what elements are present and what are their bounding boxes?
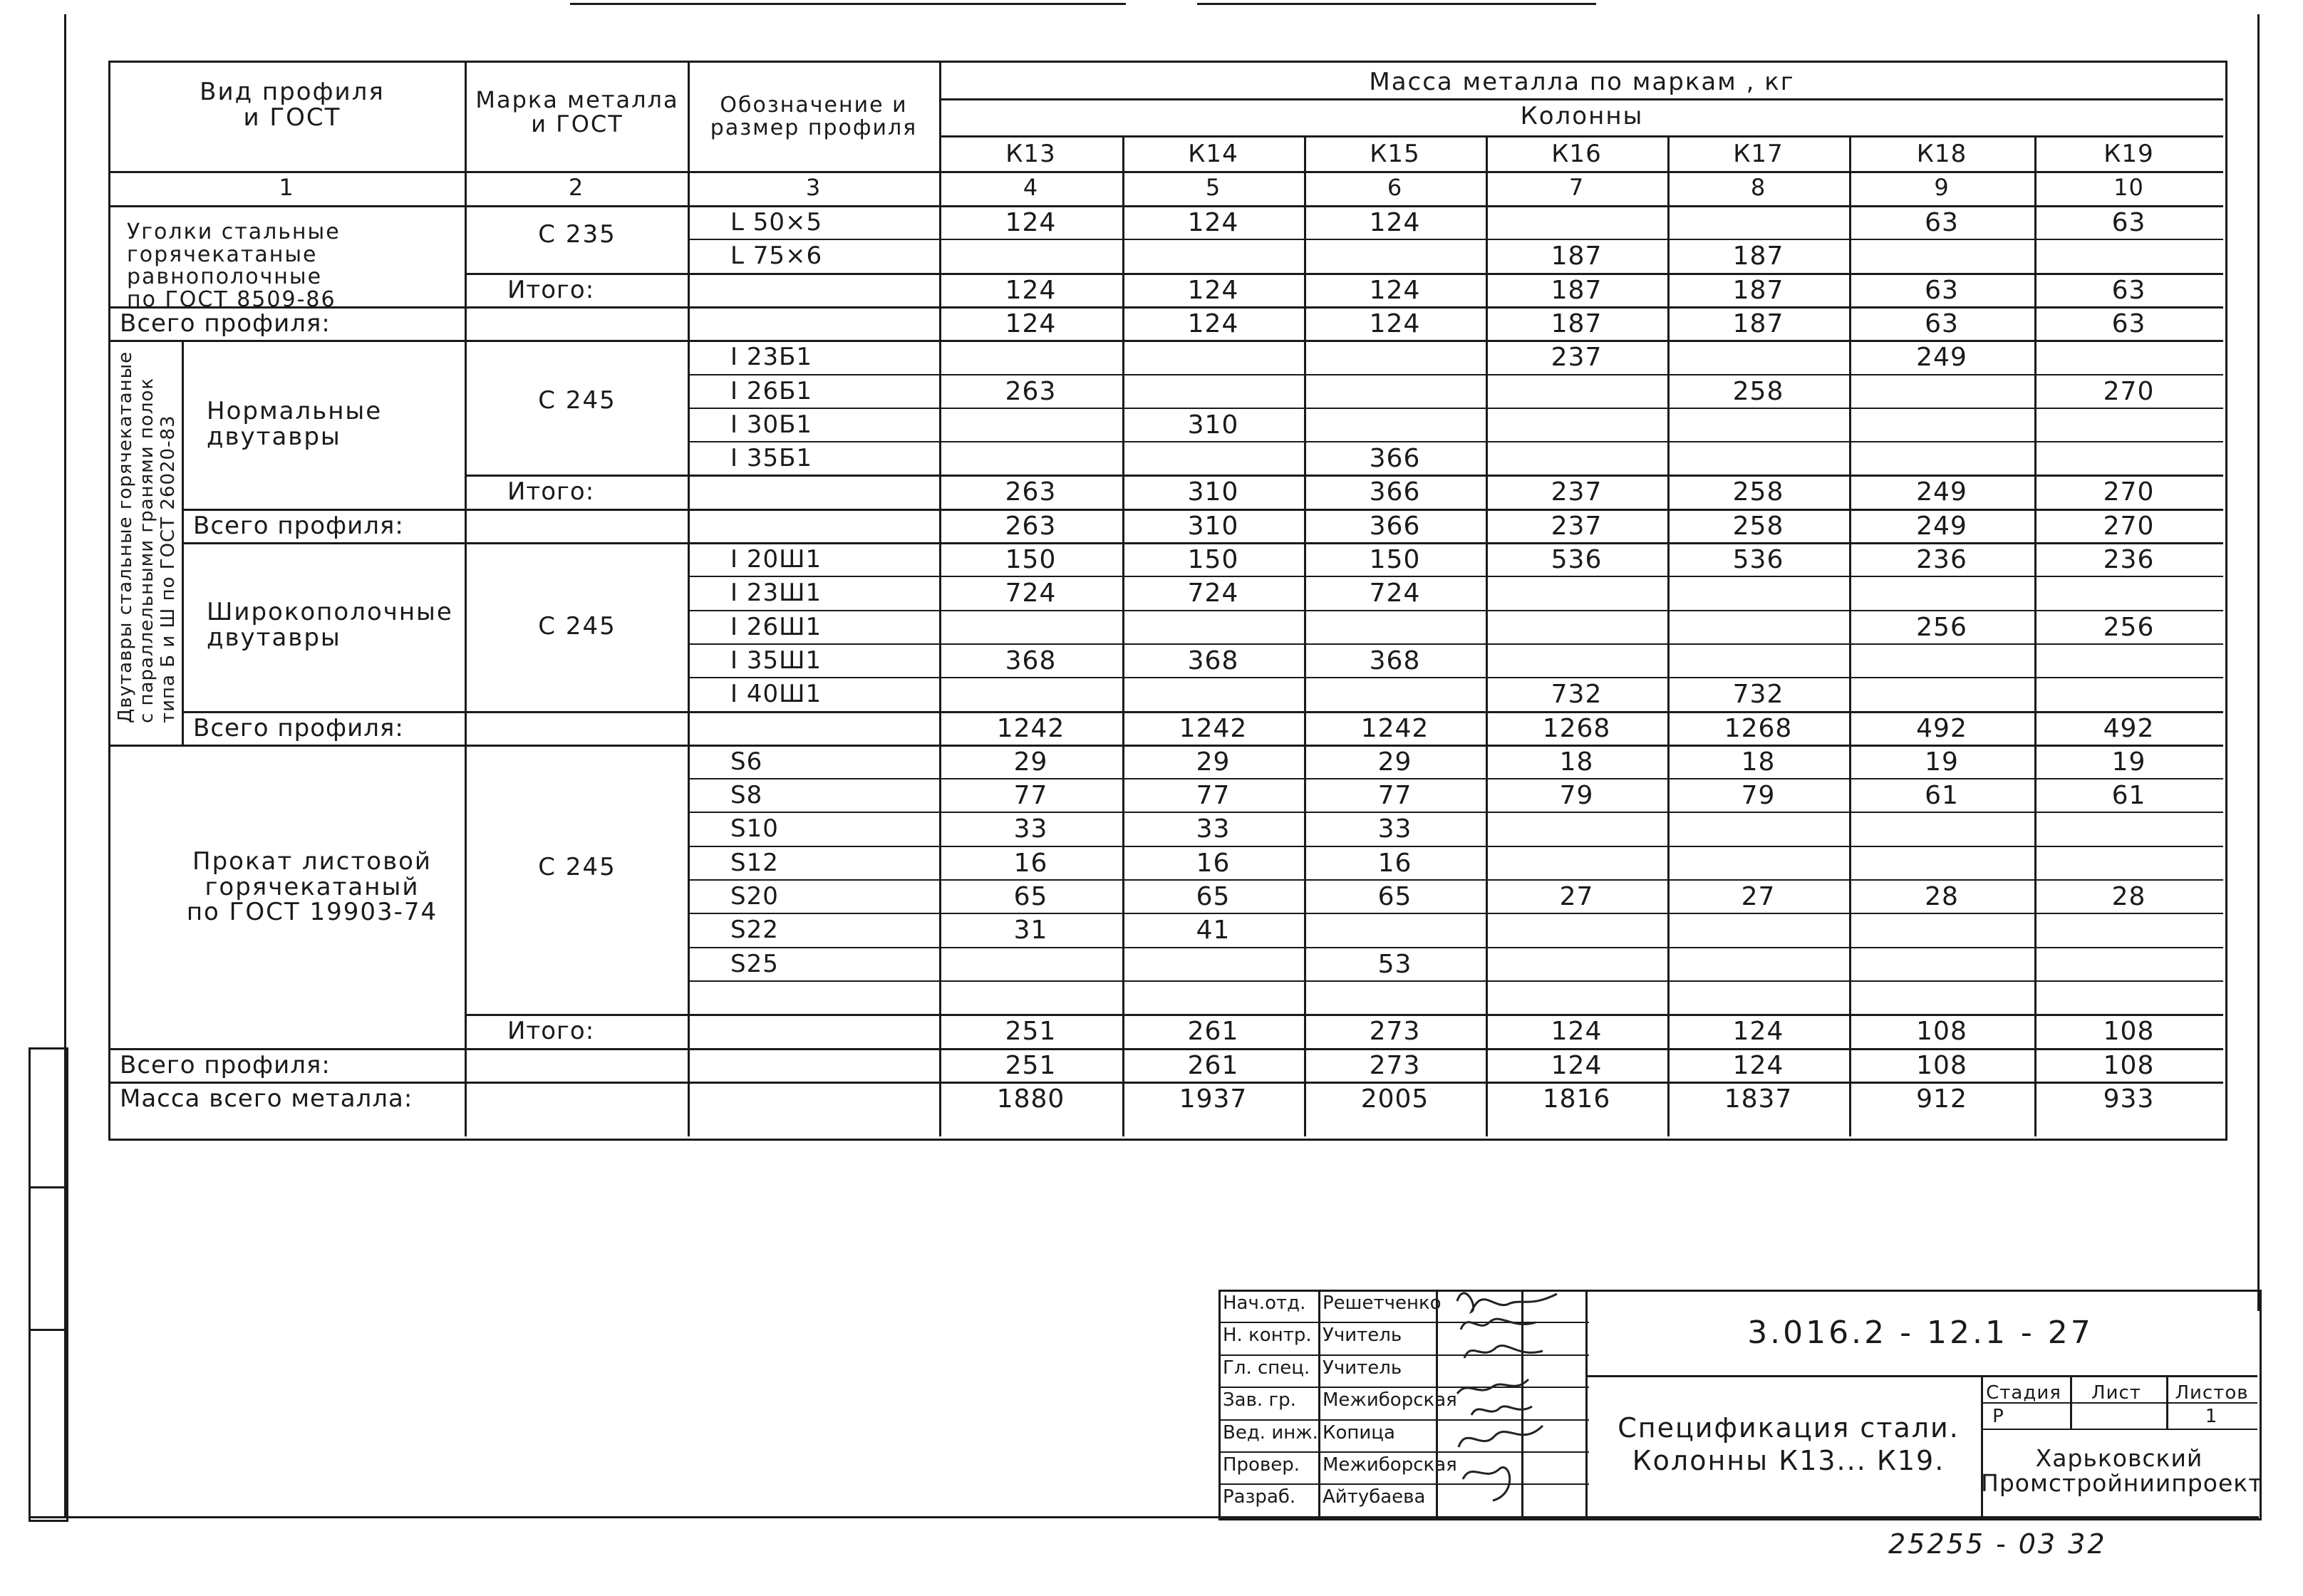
mass-value-cell: 108	[1916, 1050, 1967, 1080]
mass-value-cell: 368	[1369, 646, 1421, 675]
table-rule	[688, 947, 2223, 948]
total-profile-label: Всего профиля:	[120, 309, 331, 338]
mass-value-cell: 261	[1187, 1050, 1239, 1080]
mass-value-cell: 249	[1916, 511, 1967, 541]
stamp-person-name: Решетченко	[1323, 1292, 1442, 1314]
profile-size-cell: S25	[730, 949, 779, 978]
mass-value-cell: 187	[1732, 309, 1784, 338]
mass-value-cell: 1268	[1724, 713, 1793, 743]
group-normal-name: Нормальные двутавры	[207, 397, 383, 451]
table-rule	[182, 711, 2223, 713]
mass-value-cell: 492	[2103, 713, 2155, 743]
stamp-role: Гл. спец.	[1223, 1357, 1310, 1379]
group-angles-name: Уголки стальные горячекатаные равнополочные по ГОСТ 8509-86	[127, 219, 341, 312]
table-rule	[688, 812, 2223, 813]
header-mass-title: Масса металла по маркам , кг	[1369, 68, 1795, 96]
profile-size-cell: S8	[730, 781, 763, 810]
column-number-cell: 2	[568, 174, 584, 201]
mass-value-cell: 124	[1551, 1050, 1603, 1080]
mass-value-cell: 187	[1732, 242, 1784, 271]
mass-value-cell: 63	[1925, 309, 1959, 338]
profile-size-cell: S10	[730, 814, 779, 844]
mass-value-cell: 1880	[996, 1084, 1065, 1114]
mass-value-cell: 65	[1377, 882, 1412, 911]
mass-value-cell: 310	[1187, 410, 1239, 440]
mass-value-cell: 16	[1377, 848, 1412, 878]
mark-header-cell: К17	[1733, 140, 1784, 168]
header-columns-subtitle: Колонны	[1520, 102, 1644, 130]
mass-value-cell: 29	[1196, 747, 1231, 777]
total-label: Итого:	[507, 275, 595, 304]
column-number-cell: 7	[1568, 174, 1585, 201]
table-rule	[465, 475, 2223, 477]
handwritten-signatures	[1450, 1280, 1568, 1518]
group-wide-name: Широкополочные двутавры	[207, 598, 453, 652]
document-title: Спецификация стали. Колонны К13... К19.	[1618, 1412, 1960, 1476]
mass-value-cell: 256	[2103, 612, 2155, 642]
mass-value-cell: 2005	[1360, 1084, 1429, 1114]
mass-value-cell: 27	[1559, 882, 1594, 911]
mass-value-cell: 61	[2111, 781, 2146, 811]
mass-value-cell: 124	[1732, 1017, 1784, 1047]
stage-label: Стадия	[1986, 1382, 2061, 1404]
mass-value-cell: 249	[1916, 343, 1967, 373]
mass-value-cell: 1937	[1179, 1084, 1248, 1114]
mass-value-cell: 732	[1551, 680, 1603, 710]
sheet-label: Лист	[2091, 1382, 2141, 1404]
mass-value-cell: 366	[1369, 444, 1421, 474]
mass-value-cell: 41	[1196, 916, 1231, 945]
stamp-role: Зав. гр.	[1223, 1389, 1296, 1411]
page-border-right	[2257, 14, 2260, 1311]
mass-value-cell: 124	[1369, 208, 1421, 237]
mass-value-cell: 124	[1187, 208, 1239, 237]
mass-value-cell: 270	[2103, 376, 2155, 406]
mass-value-cell: 1816	[1542, 1084, 1611, 1114]
mass-value-cell: 79	[1559, 781, 1594, 811]
profile-size-cell: L 75×6	[730, 242, 823, 271]
group-angles-steel: С 235	[538, 220, 616, 249]
table-rule	[688, 778, 2223, 779]
stamp-rule	[1585, 1375, 2257, 1377]
stamp-role: Провер.	[1223, 1454, 1300, 1476]
mass-value-cell: 77	[1013, 781, 1048, 811]
mass-value-cell: 33	[1377, 814, 1412, 844]
profile-size-cell: S22	[730, 916, 779, 945]
profile-size-cell: I 26Б1	[730, 376, 813, 405]
grand-total-label: Масса всего металла:	[120, 1084, 413, 1113]
stamp-person-name: Учитель	[1323, 1357, 1402, 1379]
mass-value-cell: 536	[1551, 545, 1603, 574]
mass-value-cell: 124	[1369, 309, 1421, 338]
mass-value-cell: 263	[1005, 511, 1057, 541]
mass-value-cell: 108	[2103, 1017, 2155, 1047]
mass-value-cell: 53	[1377, 949, 1412, 979]
stamp-role: Разраб.	[1223, 1486, 1296, 1508]
mass-value-cell: 249	[1916, 477, 1967, 507]
total-label: Итого:	[507, 477, 595, 507]
profile-size-cell: I 23Ш1	[730, 579, 822, 608]
mass-value-cell: 724	[1005, 579, 1057, 608]
mass-value-cell: 124	[1005, 208, 1057, 237]
mass-value-cell: 251	[1005, 1050, 1057, 1080]
mass-value-cell: 28	[1925, 882, 1959, 911]
mass-value-cell: 63	[1925, 275, 1959, 305]
mass-value-cell: 19	[2111, 747, 2146, 777]
table-rule	[688, 576, 2223, 577]
mass-value-cell: 366	[1369, 511, 1421, 541]
total-profile-label: Всего профиля:	[193, 511, 404, 540]
mass-value-cell: 1268	[1542, 713, 1611, 743]
mass-value-cell: 28	[2111, 882, 2146, 911]
mass-value-cell: 236	[2103, 545, 2155, 574]
header-profile-size: Обозначение и размер профиля	[710, 93, 918, 140]
mass-value-cell: 18	[1741, 747, 1776, 777]
mass-value-cell: 273	[1369, 1017, 1421, 1047]
mass-value-cell: 732	[1732, 680, 1784, 710]
binding-strip-divider	[29, 1186, 64, 1188]
profile-size-cell: I 40Ш1	[730, 680, 822, 709]
profile-size-cell: I 23Б1	[730, 343, 813, 372]
organization-name: Харьковский Промстройниипроект	[1981, 1444, 2263, 1497]
stamp-person-name: Учитель	[1323, 1325, 1402, 1347]
mass-value-cell: 912	[1916, 1084, 1967, 1114]
mass-value-cell: 124	[1005, 309, 1057, 338]
mass-value-cell: 237	[1551, 511, 1603, 541]
mass-value-cell: 1837	[1724, 1084, 1793, 1114]
mass-value-cell: 124	[1551, 1017, 1603, 1047]
mass-value-cell: 65	[1013, 882, 1048, 911]
mark-header-cell: К15	[1370, 140, 1420, 168]
mass-value-cell: 187	[1551, 242, 1603, 271]
total-profile-label: Всего профиля:	[193, 713, 404, 742]
page-border-top-mark	[570, 3, 1126, 5]
column-number-cell: 1	[279, 174, 294, 201]
table-rule	[688, 643, 2223, 645]
mass-value-cell: 536	[1732, 545, 1784, 574]
table-rule	[465, 273, 2223, 275]
mass-value-cell: 29	[1013, 747, 1048, 777]
mass-value-cell: 1242	[996, 713, 1065, 743]
mass-value-cell: 124	[1369, 275, 1421, 305]
stamp-rule	[1981, 1429, 2257, 1430]
mass-value-cell: 108	[2103, 1050, 2155, 1080]
sheets-count-label: Листов	[2175, 1382, 2249, 1404]
profile-size-cell: I 26Ш1	[730, 612, 822, 641]
profile-size-cell: I 20Ш1	[730, 545, 822, 574]
profile-size-cell: I 35Б1	[730, 444, 813, 473]
mass-value-cell: 237	[1551, 477, 1603, 507]
mass-value-cell: 237	[1551, 343, 1603, 373]
table-rule	[108, 205, 2223, 207]
stage-value: Р	[1992, 1406, 2005, 1427]
mass-value-cell: 492	[1916, 713, 1967, 743]
mass-value-cell: 33	[1013, 814, 1048, 844]
mass-value-cell: 63	[2111, 208, 2146, 237]
mass-value-cell: 187	[1551, 275, 1603, 305]
header-steel-grade: Марка металла и ГОСТ	[475, 86, 679, 138]
mass-value-cell: 256	[1916, 612, 1967, 642]
mass-value-cell: 1242	[1360, 713, 1429, 743]
mass-value-cell: 270	[2103, 511, 2155, 541]
table-rule	[108, 1048, 2223, 1050]
archive-number: 25255 - 03 32	[1888, 1528, 2107, 1560]
profile-size-cell: I 35Ш1	[730, 646, 822, 675]
header-profile-type: Вид профиля и ГОСТ	[200, 78, 385, 132]
group-sheet-name: Прокат листовой горячекатаный по ГОСТ 19903-74	[186, 847, 438, 927]
stamp-person-name: Айтубаева	[1323, 1486, 1426, 1508]
stamp-person-name: Межиборская	[1323, 1454, 1457, 1476]
profile-size-cell: I 30Б1	[730, 410, 813, 439]
mass-value-cell: 16	[1196, 848, 1231, 878]
mass-value-cell: 124	[1005, 275, 1057, 305]
mass-value-cell: 29	[1377, 747, 1412, 777]
table-rule	[688, 913, 2223, 914]
mass-value-cell: 724	[1369, 579, 1421, 608]
mass-value-cell: 368	[1005, 646, 1057, 675]
mass-value-cell: 150	[1187, 545, 1239, 574]
stamp-person-name: Межиборская	[1323, 1389, 1457, 1411]
mass-value-cell: 236	[1916, 545, 1967, 574]
mass-value-cell: 251	[1005, 1017, 1057, 1047]
mass-value-cell: 124	[1732, 1050, 1784, 1080]
mass-value-cell: 150	[1005, 545, 1057, 574]
mark-header-cell: К18	[1916, 140, 1967, 168]
column-number-cell: 4	[1023, 174, 1039, 201]
column-number-cell: 10	[2113, 174, 2144, 201]
mass-value-cell: 258	[1732, 477, 1784, 507]
group-normal-steel: С 245	[538, 386, 616, 415]
table-rule	[688, 980, 2223, 982]
stamp-person-name: Копица	[1323, 1421, 1395, 1444]
mass-value-cell: 16	[1013, 848, 1048, 878]
mass-value-cell: 724	[1187, 579, 1239, 608]
binding-strip-divider	[29, 1329, 64, 1331]
ibeams-side-label: Двутавры стальные горячекатаные с параллельными гранями полок типа Б и Ш по ГОСТ 26020-83	[115, 351, 179, 723]
table-rule	[108, 745, 2223, 747]
mass-value-cell: 108	[1916, 1017, 1967, 1047]
column-number-cell: 8	[1750, 174, 1766, 201]
mass-value-cell: 1242	[1179, 713, 1248, 743]
mass-value-cell: 61	[1925, 781, 1959, 811]
mass-value-cell: 261	[1187, 1017, 1239, 1047]
mass-value-cell: 263	[1005, 376, 1057, 406]
column-number-cell: 3	[805, 174, 822, 201]
mass-value-cell: 65	[1196, 882, 1231, 911]
table-rule	[939, 98, 2223, 100]
mass-value-cell: 187	[1551, 309, 1603, 338]
profile-size-cell: S12	[730, 848, 779, 877]
mass-value-cell: 270	[2103, 477, 2155, 507]
mass-value-cell: 19	[1925, 747, 1959, 777]
table-rule	[688, 408, 2223, 409]
mark-header-cell: К16	[1551, 140, 1602, 168]
mass-value-cell: 63	[2111, 275, 2146, 305]
column-number-cell: 9	[1934, 174, 1950, 201]
mass-value-cell: 77	[1377, 781, 1412, 811]
profile-size-cell: S6	[730, 747, 763, 776]
mass-value-cell: 258	[1732, 376, 1784, 406]
table-rule	[688, 879, 2223, 881]
stamp-role: Вед. инж.	[1223, 1421, 1318, 1444]
mass-value-cell: 933	[2103, 1084, 2155, 1114]
profile-size-cell: S20	[730, 882, 779, 911]
mass-value-cell: 310	[1187, 477, 1239, 507]
table-rule	[688, 374, 2223, 375]
table-rule	[108, 171, 2223, 173]
mass-value-cell: 77	[1196, 781, 1231, 811]
page-border-top-mark	[1197, 3, 1596, 5]
group-sheet-steel: С 245	[538, 853, 616, 881]
total-label: Итого:	[507, 1017, 595, 1046]
mass-value-cell: 79	[1741, 781, 1776, 811]
mass-value-cell: 366	[1369, 477, 1421, 507]
stamp-role: Н. контр.	[1223, 1325, 1312, 1347]
table-rule	[182, 340, 184, 745]
table-rule	[182, 509, 2223, 511]
profile-size-cell: L 50×5	[730, 208, 823, 237]
mass-value-cell: 18	[1559, 747, 1594, 777]
table-rule	[939, 135, 2223, 138]
mass-value-cell: 150	[1369, 545, 1421, 574]
table-rule	[688, 846, 2223, 847]
mark-header-cell: К14	[1188, 140, 1238, 168]
mass-value-cell: 368	[1187, 646, 1239, 675]
document-code: 3.016.2 - 12.1 - 27	[1747, 1315, 2094, 1351]
mass-value-cell: 63	[1925, 208, 1959, 237]
sheets-count-value: 1	[2205, 1406, 2219, 1427]
column-number-cell: 6	[1387, 174, 1403, 201]
table-rule	[688, 61, 690, 1136]
group-wide-steel: С 245	[538, 612, 616, 641]
total-profile-label: Всего профиля:	[120, 1050, 331, 1079]
binding-strip	[29, 1047, 68, 1522]
mass-value-cell: 273	[1369, 1050, 1421, 1080]
table-rule	[688, 610, 2223, 611]
stamp-role: Нач.отд.	[1223, 1292, 1306, 1314]
mass-value-cell: 33	[1196, 814, 1231, 844]
mass-value-cell: 31	[1013, 916, 1048, 945]
mass-value-cell: 263	[1005, 477, 1057, 507]
mass-value-cell: 124	[1187, 309, 1239, 338]
table-rule	[182, 542, 2223, 544]
table-rule	[108, 340, 2223, 342]
table-rule	[688, 441, 2223, 442]
stamp-rule	[1318, 1290, 1320, 1516]
mass-value-cell: 63	[2111, 309, 2146, 338]
mass-value-cell: 187	[1732, 275, 1784, 305]
table-rule	[688, 677, 2223, 678]
mass-value-cell: 258	[1732, 511, 1784, 541]
mass-value-cell: 27	[1741, 882, 1776, 911]
column-number-cell: 5	[1205, 174, 1221, 201]
mass-value-cell: 124	[1187, 275, 1239, 305]
mark-header-cell: К13	[1005, 140, 1056, 168]
mass-value-cell: 310	[1187, 511, 1239, 541]
mark-header-cell: К19	[2103, 140, 2154, 168]
table-rule	[108, 1082, 2223, 1084]
table-rule	[465, 1014, 2223, 1016]
table-rule	[688, 239, 2223, 240]
